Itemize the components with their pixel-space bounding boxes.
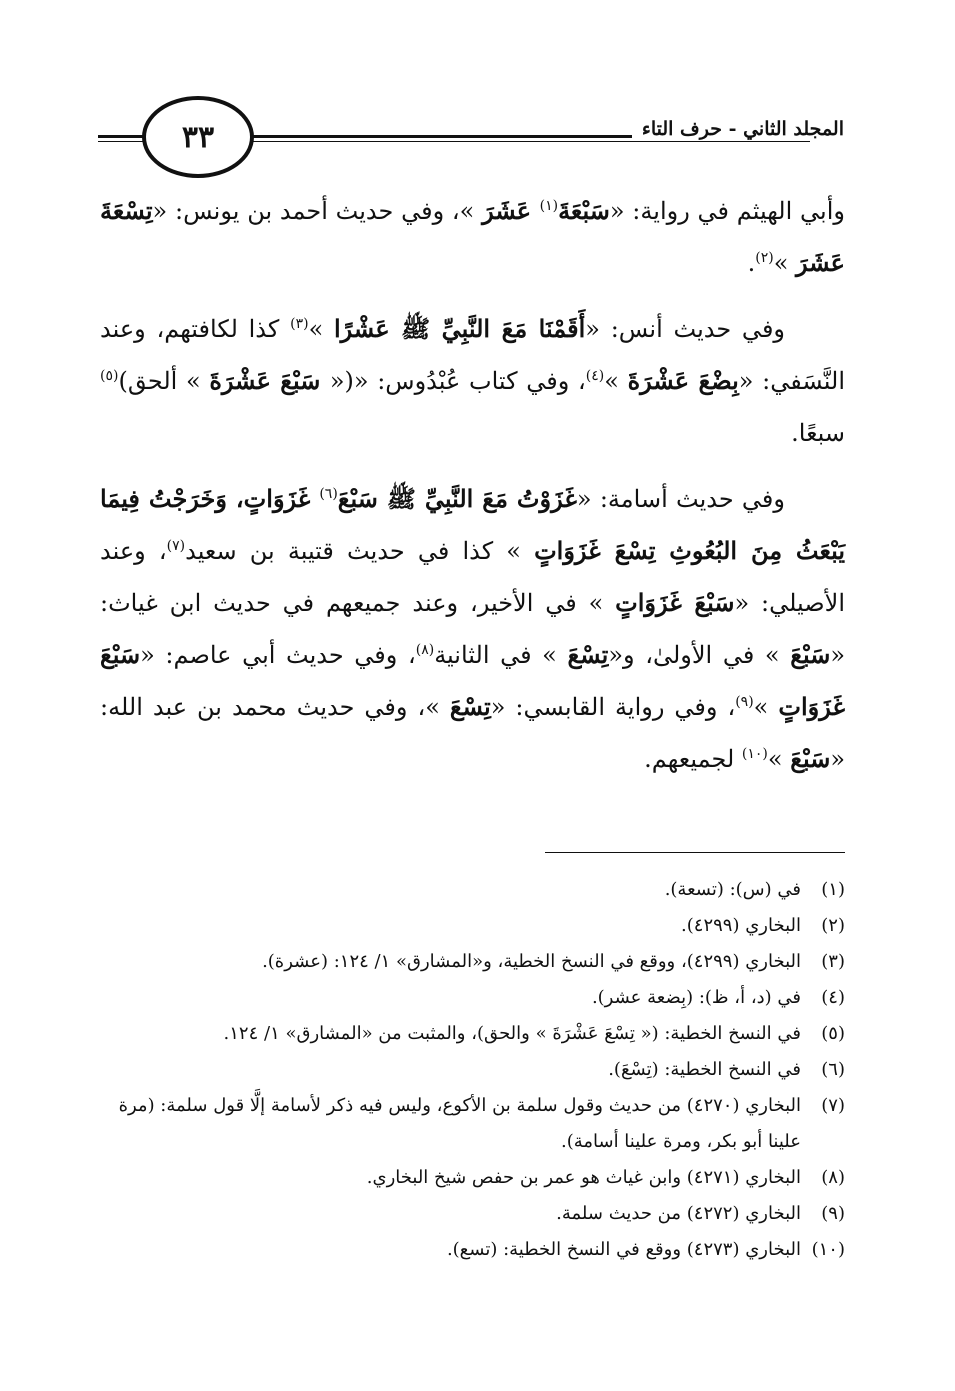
footnote-text: في (د، أ، ظ): (بِضعة عشر). <box>591 987 801 1008</box>
footnote-ref: (٤) <box>585 368 605 384</box>
footnote-item <box>100 980 845 1016</box>
footnote-item <box>100 1052 845 1088</box>
footnotes <box>100 872 845 1268</box>
footnote-item <box>100 1196 845 1232</box>
footnote-number: (٧) <box>821 1095 845 1116</box>
text-run: » في الأولىٰ، و« <box>608 641 791 669</box>
footnote-number: (١٠) <box>811 1239 845 1260</box>
text-run: ، وفي كتاب عُبْدُوس: «(« <box>329 367 586 395</box>
quoted-word: غَزَوَاتٍ، وَخَرَجْتُ فِيمَا يَبْعَثُ مِنَ البُعُوثِ تِسْعَ غَزَوَاتٍ <box>100 484 845 565</box>
page-number-badge <box>142 96 254 178</box>
footnote-item <box>100 1160 845 1196</box>
quoted-word: بِضْعَ عَشْرَةَ <box>627 366 739 395</box>
quoted-word: سَبْعَ <box>790 640 831 669</box>
footnote-item <box>100 1016 845 1052</box>
footnote-item <box>100 944 845 980</box>
footnote-ref: (١) <box>539 198 559 214</box>
main-text <box>100 185 845 799</box>
quoted-word: تِسْعَ <box>449 692 491 721</box>
text-run: » <box>604 367 628 395</box>
quoted-word: تِسْعَ <box>567 640 609 669</box>
text-run: » في الأخير، وعند جميعهم في حديث ابن غياث: « <box>100 589 845 669</box>
footnote-number: (٣) <box>821 951 845 972</box>
footnote-ref: (١٠) <box>741 746 768 762</box>
paragraph-1 <box>100 185 845 289</box>
quoted-word: عَشَرَ <box>482 196 540 225</box>
page-header <box>98 92 850 182</box>
footnote-text: البخاري (٤٢٧٢) من حديث سلمة. <box>556 1203 801 1224</box>
text-run: » في الثانية <box>434 641 568 669</box>
footnote-separator <box>545 852 845 853</box>
footnote-number: (٨) <box>821 1167 845 1188</box>
footnote-number: (٦) <box>821 1059 845 1080</box>
text-run: . <box>747 249 756 277</box>
quoted-word: غَزَوْتُ مَعَ النَّبِيِّ ﷺ سَبْعَ <box>337 484 577 513</box>
text-run: » <box>308 315 335 343</box>
footnote-number: (٢) <box>821 915 845 936</box>
footnote-item <box>100 1232 845 1268</box>
header-rule-thin <box>198 141 810 142</box>
text-run: »، وفي حديث أحمد بن يونس: « <box>152 197 483 225</box>
text-run: وفي حديث أسامة: « <box>576 485 785 513</box>
footnote-number: (٥) <box>821 1023 845 1044</box>
text-run: ، وفي رواية القابسي: « <box>490 693 736 721</box>
footnote-number: (٤) <box>821 987 845 1008</box>
footnote-text: البخاري (٤٢٧٣) ووقع في النسخ الخطية: (تسع). <box>446 1239 801 1260</box>
paragraph-3 <box>100 473 845 785</box>
text-run: لجميعهم. <box>644 745 742 773</box>
paragraph-2 <box>100 303 845 459</box>
text-run: » كذا في حديث قتيبة بن سعيد <box>185 537 535 565</box>
quoted-word: أَقَمْنَا مَعَ النَّبِيِّ ﷺ عَشْرًا <box>334 314 586 343</box>
footnote-text: في النسخ الخطية: (« تِسْعَ عَشْرَةَ » والحق)، والمثبت من «المشارق» ١/ ١٢٤. <box>223 1023 801 1044</box>
footnote-text: البخاري (٤٢٧٠) من حديث وقول سلمة بن الأكوع، وليس فيه ذكر لأسامة إلَّا قول سلمة: (مرة علينا أبو بكر، ومرة علينا أسامة). <box>118 1095 801 1152</box>
footnote-number: (٩) <box>821 1203 845 1224</box>
footnote-item <box>100 872 845 908</box>
footnote-ref: (٥) <box>100 368 119 384</box>
footnote-ref: (٢) <box>755 250 774 266</box>
footnote-text: في النسخ الخطية: (تِسْعَ). <box>608 1059 801 1080</box>
running-title: المجلد الثاني - حرف التاء <box>632 118 850 140</box>
quoted-word: سَبْعَةَ <box>558 196 610 225</box>
quoted-word: سَبْعَ <box>790 744 831 773</box>
quoted-word: سَبْعَ غَزَوَاتٍ <box>100 640 845 721</box>
footnote-item <box>100 908 845 944</box>
text-run: وأبي الهيثم في رواية: « <box>609 197 845 225</box>
text-run: كذا لكافتهم، وعند النَّسَفي: « <box>100 315 846 395</box>
text-run: » <box>773 249 797 277</box>
footnote-text: في (س): (تسعة). <box>664 879 801 900</box>
footnote-item <box>100 1088 845 1160</box>
page-number: ٣٣ <box>181 119 215 155</box>
text-run: »، وفي حديث محمد بن عبد الله: « <box>100 693 845 773</box>
footnote-number: (١) <box>821 879 845 900</box>
text-run: وفي حديث أنس: « <box>585 315 786 343</box>
text-run: » <box>753 693 779 721</box>
text-run: ، وعند الأصيلي: « <box>100 537 846 617</box>
footnote-ref: (٧) <box>166 538 186 554</box>
quoted-word: سَبْعَ عَشْرَةَ <box>209 366 330 395</box>
footnote-ref: (٦) <box>319 486 338 502</box>
footnote-ref: (٩) <box>735 694 754 710</box>
text-run: سبعًا. <box>791 419 845 447</box>
quoted-word: سَبْعَ غَزَوَاتٍ <box>615 588 735 617</box>
footnote-text: البخاري (٤٢٧١) وابن غياث هو عمر بن حفص شيخ البخاري. <box>366 1167 801 1188</box>
text-run: » <box>767 745 791 773</box>
text-run: ، وفي حديث أبي عاصم: « <box>140 641 416 669</box>
footnote-text: البخاري (٤٢٩٩)، ووقع في النسخ الخطية، و«المشارق» ١/ ١٢٤: (عشرة). <box>262 951 801 972</box>
quoted-word: تِسْعَةَ عَشَرَ <box>100 196 845 277</box>
text-run: » ألحق) <box>118 367 210 395</box>
footnote-ref: (٣) <box>290 316 309 332</box>
footnote-text: البخاري (٤٢٩٩). <box>681 915 801 936</box>
footnote-ref: (٨) <box>415 642 435 658</box>
